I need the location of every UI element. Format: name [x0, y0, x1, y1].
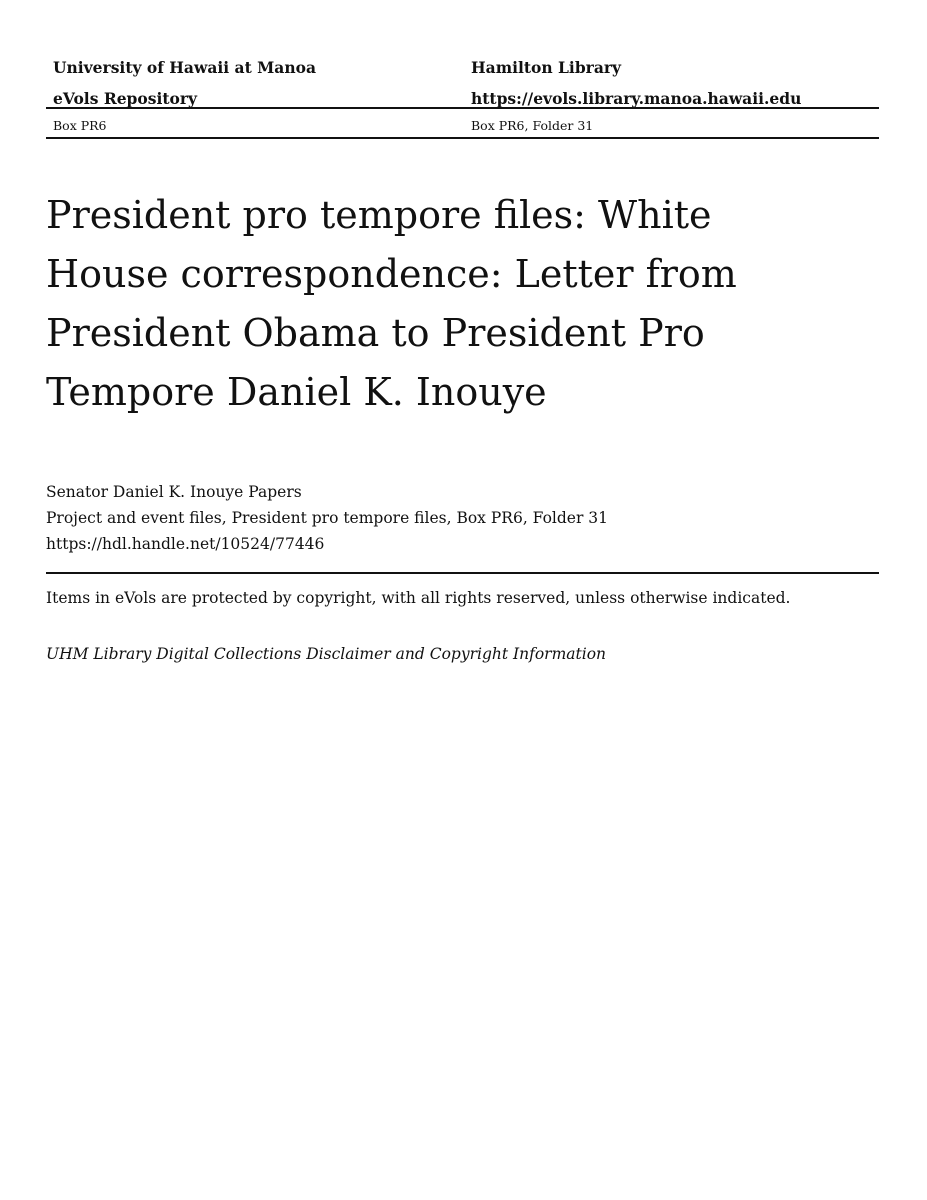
collection-name: Senator Daniel K. Inouye Papers — [46, 483, 302, 501]
header-divider-bottom — [46, 137, 879, 139]
citation-block — [46, 479, 608, 557]
repository-name: eVols Repository — [53, 89, 198, 108]
header-right — [471, 52, 801, 114]
repository-url[interactable]: https://evols.library.manoa.hawaii.edu — [471, 89, 802, 108]
handle-link[interactable]: https://hdl.handle.net/10524/77446 — [46, 535, 325, 553]
copyright-notice: Items in eVols are protected by copyright, with all rights reserved, unless otherwise indicated. — [46, 589, 791, 607]
header-left — [53, 52, 316, 114]
series-path: Project and event files, President pro tempore files, Box PR6, Folder 31 — [46, 509, 609, 527]
university-name: University of Hawaii at Manoa — [53, 58, 316, 77]
folder-label: Box PR6, Folder 31 — [471, 118, 594, 133]
header-divider-top — [46, 107, 879, 109]
box-label: Box PR6 — [53, 118, 107, 133]
library-name: Hamilton Library — [471, 58, 622, 77]
document-title: President pro tempore files: White House correspondence: Letter from President Obama to President Pro Tempore Daniel K. Inouye — [46, 193, 737, 414]
section-divider — [46, 572, 879, 574]
disclaimer-link[interactable]: UHM Library Digital Collections Disclaimer and Copyright Information — [46, 645, 607, 663]
